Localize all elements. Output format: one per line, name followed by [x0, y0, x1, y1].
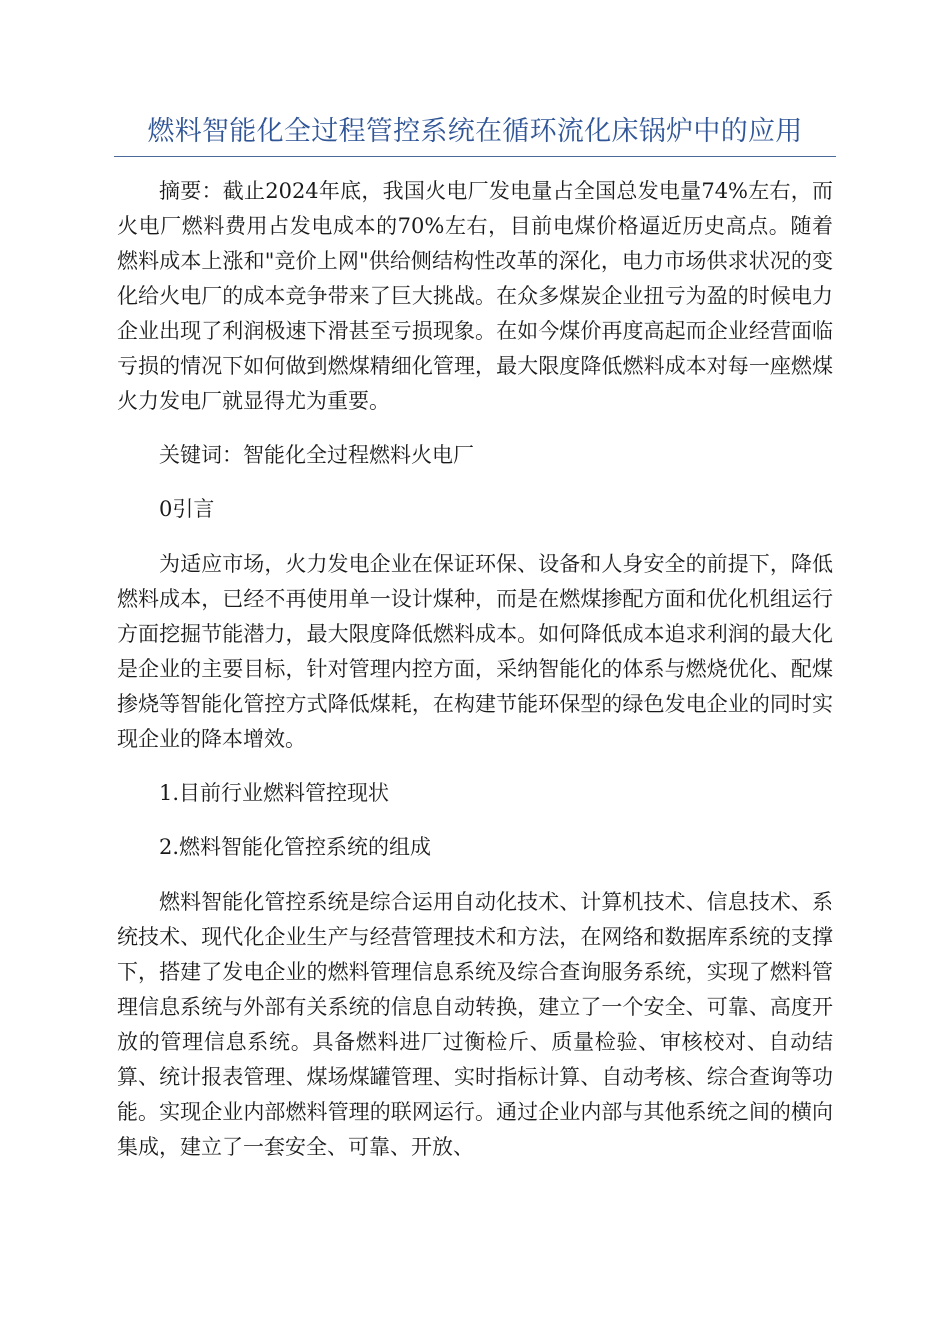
document-body	[117, 174, 833, 1165]
section-2-heading: 2.燃料智能化管控系统的组成	[159, 835, 432, 859]
abstract-paragraph: 摘要：截止2024年底，我国火电厂发电量占全国总发电量74%左右，而火电厂燃料费用占发电成本的70%左右，目前电煤价格逼近历史高点。随着燃料成本上涨和"竞价上网"供给侧结构性改革的深化，电力市场供求状况的变化给火电厂的成本竞争带来了巨大挑战。在众多煤炭企业扭亏为盈的时候电力企业出现了利润极速下滑甚至亏损现象。在如今煤价再度高起而企业经营面临亏损的情况下如何做到燃煤精细化管理，最大限度降低燃料成本对每一座燃煤火力发电厂就显得尤为重要。	[117, 179, 833, 413]
section-2-paragraph: 燃料智能化管控系统是综合运用自动化技术、计算机技术、信息技术、系统技术、现代化企业生产与经营管理技术和方法，在网络和数据库系统的支撑下，搭建了发电企业的燃料管理信息系统及综合查询服务系统，实现了燃料管理信息系统与外部有关系统的信息自动转换，建立了一个安全、可靠、高度开放的管理信息系统。具备燃料进厂过衡检斤、质量检验、审核校对、自动结算、统计报表管理、煤场煤罐管理、实时指标计算、自动考核、综合查询等功能。实现企业内部燃料管理的联网运行。通过企业内部与其他系统之间的横向集成，建立了一套安全、可靠、开放、	[117, 890, 833, 1159]
title-block	[114, 112, 836, 157]
intro-paragraph: 为适应市场，火力发电企业在保证环保、设备和人身安全的前提下，降低燃料成本，已经不再使用单一设计煤种，而是在燃煤掺配方面和优化机组运行方面挖掘节能潜力，最大限度降低燃料成本。如何降低成本追求利润的最大化是企业的主要目标，针对管理内控方面，采纳智能化的体系与燃烧优化、配煤掺烧等智能化管控方式降低煤耗，在构建节能环保型的绿色发电企业的同时实现企业的降本增效。	[117, 552, 833, 751]
section-1-heading: 1.目前行业燃料管控现状	[159, 781, 390, 805]
section-0-heading: 0引言	[159, 497, 215, 521]
keywords-line: 关键词：智能化全过程燃料火电厂	[159, 443, 474, 467]
document-title: 燃料智能化全过程管控系统在循环流化床锅炉中的应用	[147, 116, 803, 147]
